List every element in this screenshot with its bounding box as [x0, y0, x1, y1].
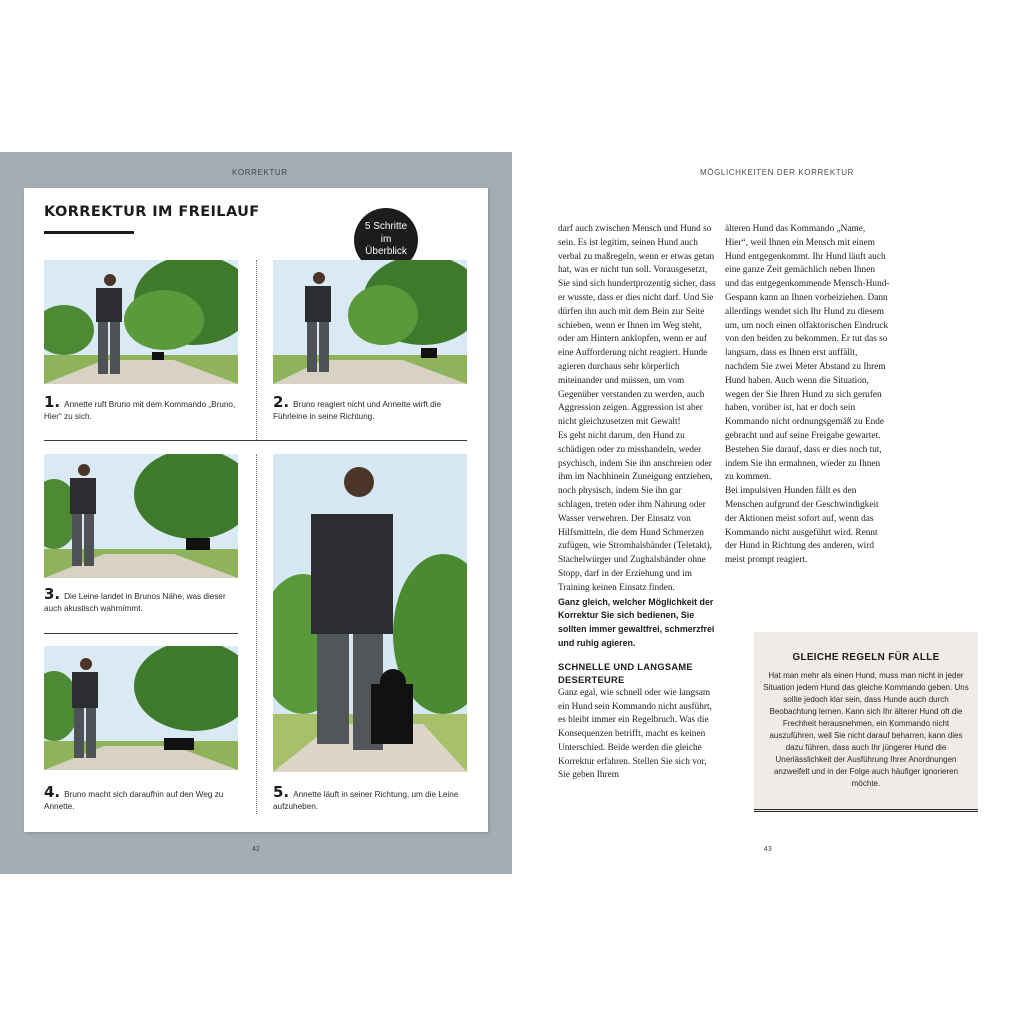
info-box-text: Hat man mehr als einen Hund, muss man nicht in jeder Situation jedem Hund das gleiche Kommando geben. Uns sollte jedoch klar sein, dass Hunde auch durch Beobachtung lernen. Kann sich Ihr älterer Hund oft die Frechheit herausnehmen, ein Kommando nicht auszuführen, weil Sie nicht darauf beharren, kann dies dazu führen, dass auch Ihr jüngerer Hund die Unerlässlichkeit der Ausführung Ihrer Anordnungen anzweifelt und in der Folge auch häufiger ignorieren möchte.: [763, 671, 969, 788]
right-page: [512, 152, 1024, 874]
step-number: 4.: [44, 783, 61, 801]
step-number: 3.: [44, 585, 61, 603]
divider-row-2: [44, 633, 238, 634]
photo-step-2: [273, 260, 467, 384]
info-box: [754, 632, 978, 812]
paragraph: Ganz egal, wie schnell oder wie langsam ein Hund sein Kommando nicht ausführt, es bleibt immer ein Regelbruch. Was die Konsequenzen betrifft, macht es keinen Unterschied. Beide werden die gleiche Korrektur erfahren. Stellen Sie sich vor, Sie geben Ihrem: [558, 687, 712, 781]
card-title: KORREKTUR IM FREILAUF: [44, 204, 260, 220]
badge-line-2: im: [380, 233, 392, 245]
emphasis-paragraph: Ganz gleich, welcher Möglichkeit der Korrektur Sie sich bedienen, Sie sollten immer gewaltfrei, schmerzfrei und ruhig agieren.: [558, 596, 715, 648]
badge-line-3: Überblick: [365, 246, 407, 258]
section-subheading: SCHNELLE UND LANGSAME DESERTEURE: [558, 661, 693, 685]
caption-step-4: [44, 783, 244, 813]
running-head-left: KORREKTUR: [232, 168, 288, 177]
divider-row-1: [44, 440, 467, 441]
page-number-right: 43: [764, 846, 772, 853]
caption-step-5: [273, 783, 473, 813]
paragraph: darf auch zwischen Mensch und Hund so sein. Es ist legitim, seinen Hund auch verbal zu maßregeln, wenn er etwas getan hat, was er nicht tun soll. Vorausgesetzt, Sie sind sich hundertprozentig sicher, dass er wusste, dass er dies nicht darf. Und Sie dürfen ihn auch mit dem Bein zur Seite schieben, wenn er Ihnen im Weg steht, oder am Hintern anklopfen, wenn er auf eine Aufforderung nicht reagiert. Hunde agieren durchaus sehr körperlich miteinander und müssen, um vom Gegenüber verstanden zu werden, auch Aggression zeigen. Aggression ist aber nicht gleichzusetzen mit Gewalt!: [558, 224, 716, 428]
page-number-left: 42: [252, 846, 260, 853]
text-column-1: [558, 223, 718, 783]
steps-card: [24, 188, 488, 832]
step-text: Bruno macht sich daraufhin auf den Weg zu Annette.: [44, 790, 224, 811]
step-number: 1.: [44, 393, 61, 411]
caption-step-2: [273, 393, 473, 423]
title-rule: [44, 231, 134, 234]
photo-step-5: [273, 454, 467, 772]
paragraph: älteren Hund das Kommando „Name, Hier“, weil Ihnen ein Mensch mit einem Hund entgegenkommt. Ihr Hund läuft auch eine ganze Zeit gemächlich neben Ihnen und das entgegenkommende Mensch-Hund-Gespann kann an Ihnen vorbeiziehen. Dann allerdings wendet sich Ihr Hund zu diesem um, um noch einen olfaktorischen Eindruck von den beiden zu bekommen. Er tut das so langsam, dass es Ihnen erst auffällt, nachdem Sie zwei Meter Abstand zu Ihrem Hund haben. Auch wenn die Situation, wegen der Sie Ihren Hund zu sich gerufen haben, vorüber ist, hat er doch sein Kommando nicht ordnungsgemäß zu Ende gebracht und auf seine Freigabe gewartet. Bestehen Sie darauf, dass er dies noch tut, indem Sie ihn ermahnen, wieder zu Ihnen zu kommen.: [725, 224, 890, 483]
text-column-2: [725, 223, 890, 568]
running-head-right: MÖGLICHKEITEN DER KORREKTUR: [700, 168, 854, 177]
paragraph: Bei impulsiven Hunden fällt es den Menschen aufgrund der Geschwindigkeit der Aktionen meist sofort auf, wenn das Kommando nicht ausgeführt wird. Rennt der Hund in Richtung des anderen, wird meist prompt reagiert.: [725, 486, 879, 566]
step-text: Annette läuft in seiner Richtung, um die Leine aufzuheben.: [273, 790, 459, 811]
photo-step-1: [44, 260, 238, 384]
left-page: [0, 152, 512, 874]
badge-line-1: 5 Schritte: [364, 221, 408, 233]
photo-step-4: [44, 646, 238, 770]
caption-step-3: [44, 585, 244, 615]
step-number: 5.: [273, 783, 290, 801]
step-number: 2.: [273, 393, 290, 411]
step-text: Bruno reagiert nicht und Annette wirft die Führleine in seine Richtung.: [273, 400, 442, 421]
paragraph: Es geht nicht darum, den Hund zu schädigen oder zu misshandeln, weder psychisch, indem Sie ihn anschreien oder ihm im Nachhinein Zuneigung entziehen, noch physisch, indem Sie ihn gar schlagen, treten oder ihm Nahrung oder Wasser verwehren. Der Einsatz von Hilfsmitteln, die dem Hund Schmerzen zufügen, wie Stromhalsbänder (Teletakt), Stachelwürger und Zughalsbänder ohne Stopp, darf in der Erziehung und im Training keinen Einsatz finden.: [558, 430, 713, 593]
step-text: Die Leine landet in Brunos Nähe, was dieser auch akustisch wahrnimmt.: [44, 592, 226, 613]
column-divider-bottom: [256, 454, 257, 814]
column-divider-top: [256, 260, 257, 440]
step-text: Annette ruft Bruno mit dem Kommando „Bruno, Hier“ zu sich.: [44, 400, 236, 421]
caption-step-1: [44, 393, 238, 423]
photo-step-3: [44, 454, 238, 578]
info-box-title: GLEICHE REGELN FÜR ALLE: [792, 652, 940, 663]
